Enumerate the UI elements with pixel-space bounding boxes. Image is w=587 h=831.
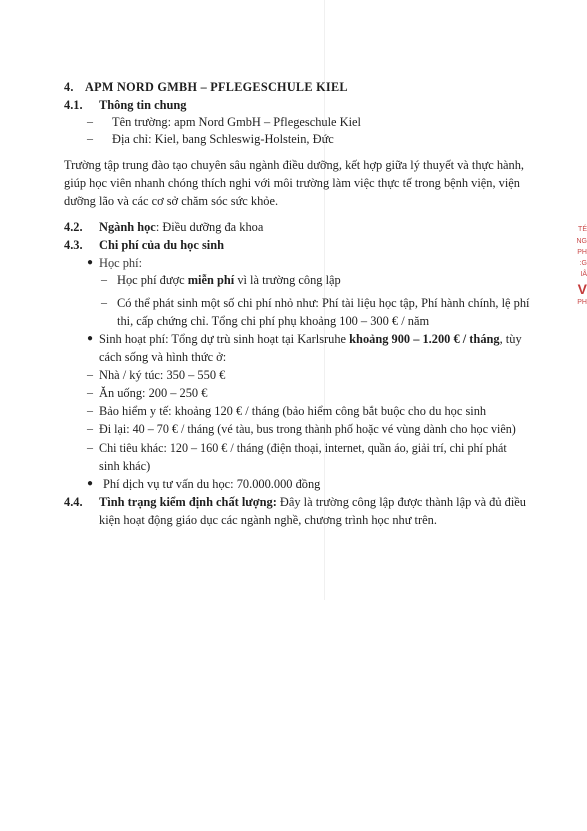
- bullet-marker: ●: [87, 257, 94, 268]
- school-address: Địa chỉ: Kiel, bang Schleswig-Holstein, Đức: [112, 132, 334, 146]
- s42-value: : Điều dưỡng đa khoa: [155, 220, 264, 234]
- rent-item: Nhà / ký túc: 350 – 550 €: [99, 368, 226, 382]
- bullet-marker: ●: [87, 478, 94, 489]
- bullet-marker: ●: [87, 333, 94, 344]
- intro-line-3: dưỡng lão và các cơ sở chăm sóc sức khỏe.: [64, 194, 279, 208]
- stamp-line: TÉ: [578, 226, 587, 233]
- other-line-1: Chi tiêu khác: 120 – 160 € / tháng (điện thoại, internet, quần áo, giải trí, chi phí phát: [99, 441, 507, 455]
- stamp-line: NG: [576, 238, 587, 245]
- s44-number: 4.4.: [64, 495, 83, 509]
- tuition-free-suffix: vì là trường công lập: [234, 273, 341, 287]
- tuition-heading: Học phí:: [99, 256, 143, 270]
- s41-title: Thông tin chung: [99, 98, 187, 112]
- intro-line-1: Trường tập trung đào tạo chuyên sâu ngành điều dưỡng, kết hợp giữa lý thuyết và thực hành,: [64, 158, 525, 172]
- food-item: Ăn uống: 200 – 250 €: [99, 386, 208, 400]
- stamp-line: V: [577, 281, 587, 297]
- section-title: APM NORD GMBH – PFLEGESCHULE KIEL: [85, 80, 348, 94]
- stamp-line: PH: [577, 299, 587, 306]
- other-line-2: sinh khác): [99, 459, 151, 473]
- fees-line-2: thi, cấp chứng chỉ. Tổng chi phí phụ khoảng 100 – 300 € / năm: [117, 314, 430, 328]
- s44-line-2: kiện hoạt động giáo dục các ngành nghề, chương trình học như trên.: [99, 513, 437, 527]
- tuition-free: [117, 272, 341, 288]
- dash-marker: –: [87, 440, 93, 454]
- stamp-line: PH: [577, 249, 587, 256]
- s42-line: [99, 219, 263, 235]
- s43-number: 4.3.: [64, 238, 83, 252]
- living-line-2: cách sống và hình thức ở:: [99, 350, 227, 364]
- dash-marker: –: [87, 403, 93, 417]
- s42-label: Ngành học: [99, 220, 156, 234]
- stamp-line: IÂ: [580, 271, 587, 278]
- dash-marker: –: [87, 367, 93, 381]
- s43-title: Chi phí của du học sinh: [99, 238, 224, 252]
- section-number: 4.: [64, 80, 74, 94]
- s41-number: 4.1.: [64, 98, 83, 112]
- dash-marker: –: [101, 295, 107, 309]
- living-cost: [99, 331, 522, 347]
- living-bold: khoảng 900 – 1.200 € / tháng: [349, 332, 500, 346]
- tuition-free-bold: miễn phí: [187, 273, 235, 287]
- insurance-item: Bảo hiểm y tế: khoảng 120 € / tháng (bảo hiểm công bắt buộc cho du học sinh: [99, 404, 487, 418]
- dash-marker: –: [87, 385, 93, 399]
- school-name: Tên trường: apm Nord GmbH – Pflegeschule Kiel: [112, 115, 361, 129]
- dash-marker: –: [101, 272, 107, 286]
- transport-item: Đi lại: 40 – 70 € / tháng (vé tàu, bus trong thành phố hoặc vé vùng dành cho học viên): [99, 422, 516, 436]
- s44-value-1: Đây là trường công lập được thành lập và đủ điều: [276, 495, 526, 509]
- dash-marker: –: [87, 131, 93, 145]
- living-suffix: , tùy: [499, 332, 522, 346]
- intro-line-2: giúp học viên nhanh chóng thích nghi với môi trường làm việc thực tế trong bệnh viện, viện: [64, 176, 520, 190]
- red-stamp-fragment: [571, 226, 587, 307]
- dash-marker: –: [87, 114, 93, 128]
- s44-line-1: [99, 494, 526, 510]
- tuition-free-prefix: Học phí được: [117, 273, 188, 287]
- s42-number: 4.2.: [64, 220, 83, 234]
- service-fee: Phí dịch vụ tư vấn du học: 70.000.000 đồng: [103, 477, 321, 491]
- fees-line-1: Có thể phát sinh một số chi phí nhỏ như: Phí tài liệu học tập, Phí hành chính, lệ phí: [117, 296, 530, 310]
- dash-marker: –: [87, 421, 93, 435]
- living-prefix: Sinh hoạt phí: Tổng dự trù sinh hoạt tại Karlsruhe: [99, 332, 350, 346]
- s44-label: Tình trạng kiểm định chất lượng:: [99, 495, 277, 509]
- stamp-line: :G: [579, 260, 587, 267]
